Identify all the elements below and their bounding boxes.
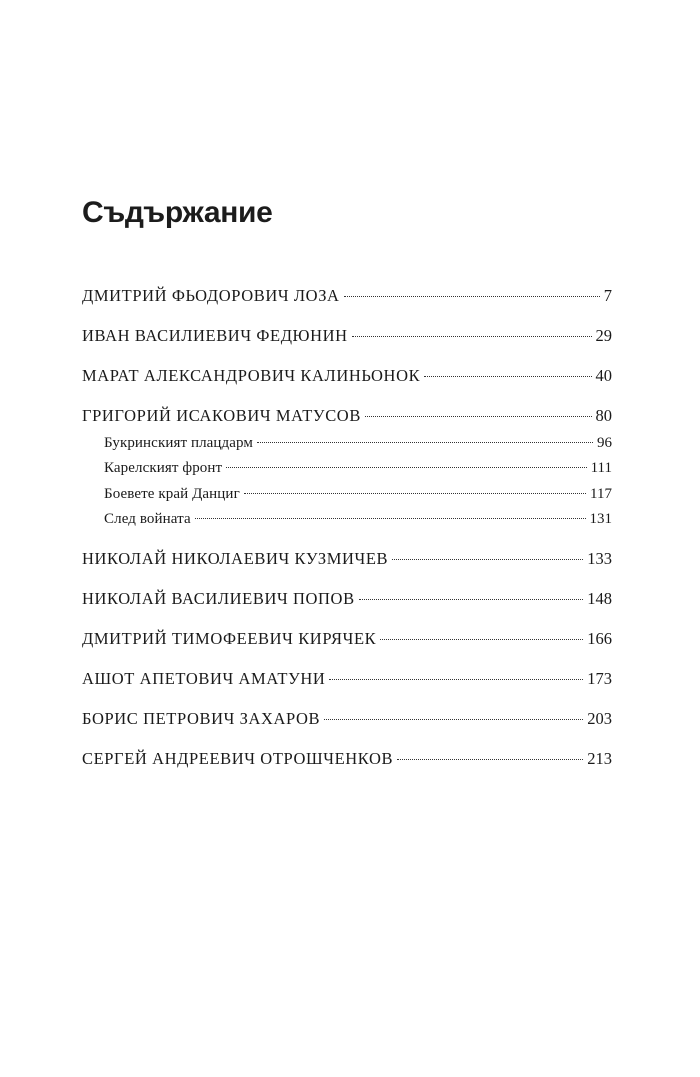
toc-entry-label: ДМИТРИЙ ТИМОФЕЕВИЧ КИРЯЧЕК	[82, 629, 377, 648]
dot-leader	[397, 759, 583, 760]
toc-entry-label: АШОТ АПЕТОВИЧ АМАТУНИ	[82, 669, 326, 688]
toc-entry	[82, 406, 612, 426]
toc-entry-page: 40	[595, 366, 612, 385]
toc-entry-page: 29	[595, 326, 612, 345]
toc-entry-page: 203	[587, 709, 612, 728]
dot-leader	[329, 679, 583, 680]
toc-subentry	[104, 458, 612, 478]
dot-leader	[195, 518, 586, 519]
toc-entry	[82, 669, 612, 689]
dot-leader	[424, 376, 591, 377]
dot-leader	[380, 639, 583, 640]
toc-subentry	[104, 509, 612, 529]
dot-leader	[324, 719, 583, 720]
toc-entry-label: СЕРГЕЙ АНДРЕЕВИЧ ОТРОШЧЕНКОВ	[82, 749, 394, 768]
toc-entry-label: НИКОЛАЙ НИКОЛАЕВИЧ КУЗМИЧЕВ	[82, 549, 389, 568]
toc-subentry	[104, 484, 612, 504]
toc-subentry-page: 111	[590, 460, 612, 476]
toc-subentry-label: Карелският фронт	[104, 460, 223, 476]
toc-entry-page: 173	[587, 669, 612, 688]
dot-leader	[392, 559, 583, 560]
toc-entry-page: 213	[587, 749, 612, 768]
toc-entry-label: НИКОЛАЙ ВАСИЛИЕВИЧ ПОПОВ	[82, 589, 355, 608]
toc-entry-page: 7	[603, 286, 612, 305]
dot-leader	[244, 493, 586, 494]
dot-leader	[226, 467, 586, 468]
toc-entry	[82, 749, 612, 769]
dot-leader	[359, 599, 584, 600]
page-title: Съдържание	[82, 196, 273, 229]
toc-subentry-page: 96	[597, 435, 612, 451]
toc-subentry-page: 117	[590, 486, 612, 502]
dot-leader	[257, 442, 593, 443]
toc-entry-page: 80	[595, 406, 612, 425]
toc-entry	[82, 366, 612, 386]
toc-entry	[82, 589, 612, 609]
toc-entry-label: ГРИГОРИЙ ИСАКОВИЧ МАТУСОВ	[82, 406, 361, 425]
dot-leader	[344, 296, 600, 297]
toc-entry-label: ИВАН ВАСИЛИЕВИЧ ФЕДЮНИН	[82, 326, 348, 345]
toc-subentry-label: Боевете край Данциг	[104, 486, 240, 502]
toc-entry-page: 148	[587, 589, 612, 608]
dot-leader	[352, 336, 592, 337]
toc-entry-label: ДМИТРИЙ ФЬОДОРОВИЧ ЛОЗА	[82, 286, 340, 305]
toc-entry	[82, 286, 612, 306]
toc-subentry-label: След войната	[104, 511, 191, 527]
toc-entry	[82, 326, 612, 346]
toc-entry	[82, 629, 612, 649]
toc-entry-page: 133	[587, 549, 612, 568]
toc-entry-label: БОРИС ПЕТРОВИЧ ЗАХАРОВ	[82, 709, 321, 728]
toc-entry	[82, 549, 612, 569]
toc-entry-label: МАРАТ АЛЕКСАНДРОВИЧ КАЛИНЬОНОК	[82, 366, 421, 385]
toc-subentry-label: Букринският плацдарм	[104, 435, 254, 451]
toc-subentry	[104, 433, 612, 453]
toc-subentry-page: 131	[589, 511, 612, 527]
dot-leader	[365, 416, 592, 417]
toc-entry	[82, 709, 612, 729]
toc-entry-page: 166	[587, 629, 612, 648]
